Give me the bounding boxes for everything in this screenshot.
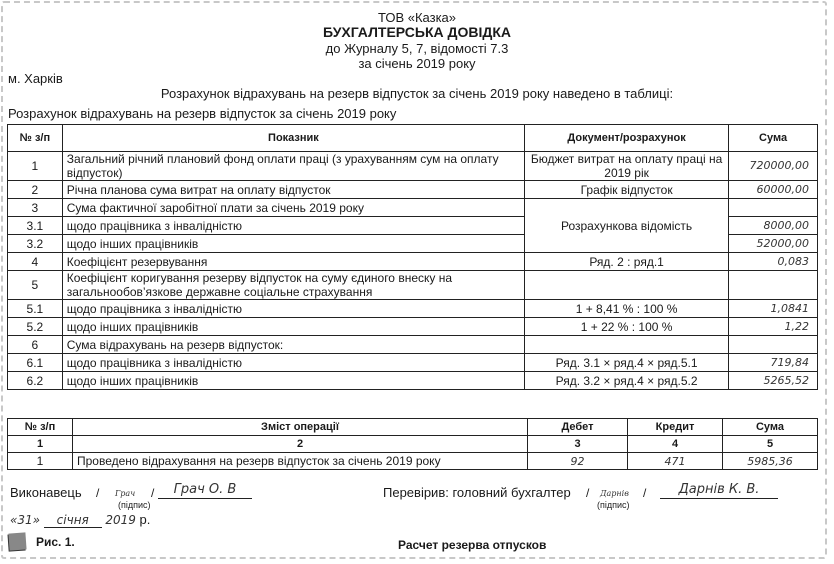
- row-num: 4: [8, 253, 63, 271]
- table-caption: Розрахунок відрахувань на резерв відпусток за січень 2019 року: [8, 106, 397, 121]
- row-num: 5.2: [8, 318, 63, 336]
- row-sum: 8000,00: [729, 217, 818, 235]
- row-indicator: Сума відрахувань на резерв відпусток:: [62, 336, 524, 354]
- row-document: [525, 336, 729, 354]
- executor-signature: Грач: [115, 489, 136, 498]
- slash-separator: /: [586, 486, 590, 500]
- table-row: [8, 300, 818, 318]
- ops-row-debit: 92: [528, 453, 628, 470]
- row-document: Графік відпусток: [525, 181, 729, 199]
- table-row: [8, 253, 818, 271]
- document-date: [10, 512, 150, 528]
- row-indicator: щодо працівника з інвалідністю: [62, 217, 524, 235]
- row-num: 6.2: [8, 372, 63, 390]
- table-row: [8, 354, 818, 372]
- ops-header-num: № з/п: [8, 419, 73, 436]
- date-month: січня: [44, 513, 102, 528]
- row-document: 1 + 22 % : 100 %: [525, 318, 729, 336]
- operations-table: [7, 418, 818, 470]
- ops-index-cell: 5: [723, 436, 818, 453]
- checker-signature: Дарнів: [600, 489, 629, 498]
- row-indicator: Загальний річний плановий фонд оплати праці (з урахуванням сум на оплату відпусток): [62, 152, 524, 181]
- checker-label: Перевірив: головний бухгалтер: [383, 485, 571, 500]
- date-year: 2019: [105, 513, 136, 527]
- row-document-merged: Розрахункова відомість: [525, 199, 729, 253]
- row-document: Бюджет витрат на оплату праці на 2019 рік: [525, 152, 729, 181]
- row-indicator: щодо інших працівників: [62, 372, 524, 390]
- slash-separator: /: [643, 486, 647, 500]
- slash-separator: /: [151, 486, 155, 500]
- row-num: 3: [8, 199, 63, 217]
- checker-signature-caption: (підпис): [597, 500, 630, 510]
- row-indicator: щодо інших працівників: [62, 235, 524, 253]
- ops-header-credit: Кредит: [628, 419, 723, 436]
- header-num: № з/п: [8, 125, 63, 152]
- row-num: 6.1: [8, 354, 63, 372]
- row-num: 2: [8, 181, 63, 199]
- row-document: Ряд. 2 : ряд.1: [525, 253, 729, 271]
- row-indicator: щодо працівника з інвалідністю: [62, 354, 524, 372]
- table-row: [8, 181, 818, 199]
- executor-label: Виконавець: [10, 485, 82, 500]
- calculation-table: [7, 124, 818, 390]
- ops-index-cell: 1: [8, 436, 73, 453]
- ops-header-content: Зміст операції: [73, 419, 528, 436]
- table-row: [8, 199, 818, 217]
- header-indicator: Показник: [62, 125, 524, 152]
- company-name: ТОВ «Казка»: [377, 10, 457, 25]
- city: м. Харків: [8, 71, 63, 86]
- table-row: [8, 152, 818, 181]
- ops-row-sum: 5985,36: [723, 453, 818, 470]
- row-document: Ряд. 3.1 × ряд.4 × ряд.5.1: [525, 354, 729, 372]
- document-title: БУХГАЛТЕРСЬКА ДОВІДКА: [322, 24, 511, 40]
- table-header-row: [8, 125, 818, 152]
- row-sum: [729, 336, 818, 354]
- intro-text: Розрахунок відрахувань на резерв відпусток за січень 2019 року наведено в таблиці:: [160, 86, 674, 101]
- ops-row: [8, 453, 818, 470]
- row-sum: 5265,52: [729, 372, 818, 390]
- executor-signature-caption: (підпис): [118, 500, 151, 510]
- row-num: 3.2: [8, 235, 63, 253]
- row-indicator: Сума фактичної заробітної плати за січень 2019 року: [62, 199, 524, 217]
- table-row: [8, 318, 818, 336]
- row-sum: 720000,00: [729, 152, 818, 181]
- table-row: [8, 271, 818, 300]
- row-sum: [729, 199, 818, 217]
- document-period: за січень 2019 року: [358, 56, 476, 71]
- row-num: 6: [8, 336, 63, 354]
- header-sum: Сума: [729, 125, 818, 152]
- ops-row-credit: 471: [628, 453, 723, 470]
- row-document: [525, 271, 729, 300]
- figure-label: Рис. 1.: [36, 535, 75, 549]
- ops-index-cell: 2: [73, 436, 528, 453]
- executor-name: Грач О. В: [158, 482, 252, 499]
- row-sum: 1,22: [729, 318, 818, 336]
- row-sum: 1,0841: [729, 300, 818, 318]
- slash-separator: /: [96, 486, 100, 500]
- row-num: 5: [8, 271, 63, 300]
- checker-name: Дарнів К. В.: [660, 482, 778, 499]
- row-sum: [729, 271, 818, 300]
- ops-header-sum: Сума: [723, 419, 818, 436]
- row-document: Ряд. 3.2 × ряд.4 × ряд.5.2: [525, 372, 729, 390]
- ops-header-row: [8, 419, 818, 436]
- ops-index-row: [8, 436, 818, 453]
- ops-row-content: Проведено відрахування на резерв відпусток за січень 2019 року: [73, 453, 528, 470]
- table-row: [8, 336, 818, 354]
- ops-index-cell: 4: [628, 436, 723, 453]
- row-indicator: щодо інших працівників: [62, 318, 524, 336]
- row-num: 5.1: [8, 300, 63, 318]
- ops-header-debit: Дебет: [528, 419, 628, 436]
- row-sum: 719,84: [729, 354, 818, 372]
- ops-index-cell: 3: [528, 436, 628, 453]
- row-indicator: Річна планова сума витрат на оплату відпусток: [62, 181, 524, 199]
- row-num: 3.1: [8, 217, 63, 235]
- figure-square-icon: [8, 532, 26, 550]
- row-indicator: щодо працівника з інвалідністю: [62, 300, 524, 318]
- row-sum: 60000,00: [729, 181, 818, 199]
- header-document: Документ/розрахунок: [525, 125, 729, 152]
- row-sum: 52000,00: [729, 235, 818, 253]
- row-num: 1: [8, 152, 63, 181]
- ops-row-num: 1: [8, 453, 73, 470]
- row-indicator: Коефіцієнт коригування резерву відпусток на суму єдиного внеску на загальнообов’язкове державне соціальне страхування: [62, 271, 524, 300]
- table-row: [8, 372, 818, 390]
- date-suffix: р.: [139, 512, 151, 527]
- row-document: 1 + 8,41 % : 100 %: [525, 300, 729, 318]
- row-indicator: Коефіцієнт резервування: [62, 253, 524, 271]
- document-reference: до Журналу 5, 7, відомості 7.3: [325, 41, 509, 56]
- figure-title: Расчет резерва отпусков: [398, 538, 547, 552]
- date-day: «31»: [10, 513, 41, 527]
- row-sum: 0,083: [729, 253, 818, 271]
